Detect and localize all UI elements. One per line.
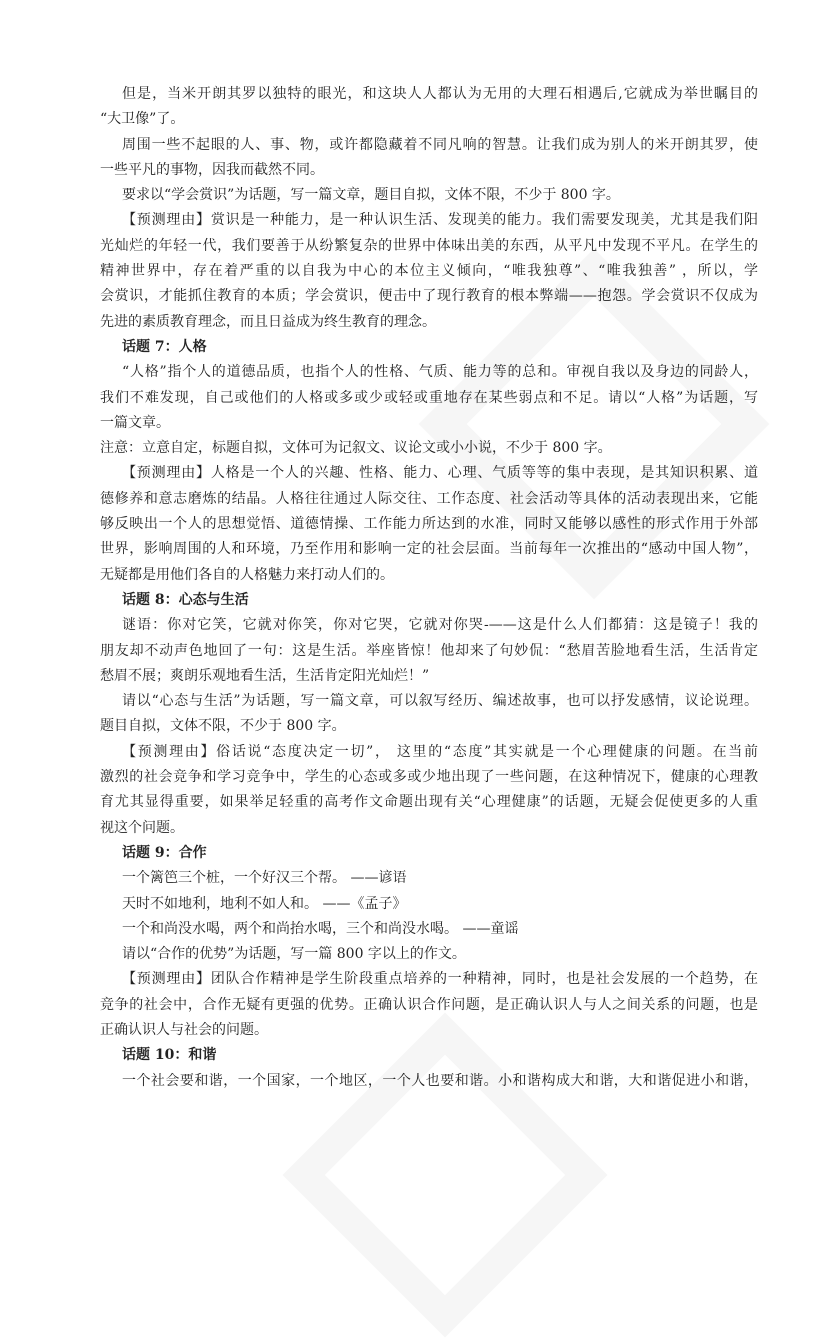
text-line: 无疑都是用他们各自的人格魅力来打动人们的。: [100, 566, 394, 583]
text-line: 【预测理由】赏识是一种能力，是一种认识生活、发现美的能力。我们需要发现美，尤其是我们阳: [122, 212, 758, 229]
text-line: 注意：立意自定，标题自拟，文体可为记叙文、议论文或小小说，不少于 800 字。: [100, 440, 612, 457]
text-line: 精神世界中，存在着严重的以自我为中心的本位主义倾向，“唯我独尊”、“唯我独善” ，所以，学: [100, 263, 758, 280]
paragraph: [100, 208, 758, 334]
text-line: 视这个问题。: [100, 819, 184, 836]
text-line: 先进的素质教育理念，而且日益成为终生教育的理念。: [100, 313, 436, 330]
paragraph: [100, 689, 758, 740]
paragraph: [100, 866, 758, 891]
text-line: 【预测理由】团队合作精神是学生阶段重点培养的一种精神，同时，也是社会发展的一个趋势，在: [122, 971, 758, 988]
paragraph: [100, 892, 758, 917]
text-line: 请以“心态与生活”为话题，写一篇文章，可以叙写经历、编述故事，也可以抒发感情，议论说理。: [122, 693, 758, 710]
heading-text: 话题 10：和谐: [122, 1047, 217, 1064]
text-line: 但是，当米开朗其罗以独特的眼光，和这块人人都认为无用的大理石相遇后,它就成为举世瞩目的: [122, 86, 758, 102]
text-line: 一篇文章。: [100, 414, 170, 431]
text-line: 我们不难发现，自己或他们的人格或多或少或轻或重地存在某些弱点和不足。请以“人格”为话题，写: [100, 389, 758, 406]
paragraph: [100, 613, 758, 689]
text-line: 【预测理由】俗话说“态度决定一切”， 这里的“态度”其实就是一个心理健康的问题。在当前: [122, 743, 758, 760]
paragraph: [100, 1069, 758, 1094]
paragraph: [100, 461, 758, 587]
text-line: 一个社会要和谐，一个国家，一个地区，一个人也要和谐。小和谐构成大和谐，大和谐促进小和谐，: [122, 1072, 758, 1089]
text-line: 正确认识人与社会的问题。: [100, 1021, 268, 1038]
text-line: 题目自拟，文体不限，不少于 800 字。: [100, 718, 346, 735]
text-line: 天时不如地利，地利不如人和。 ——《孟子》: [122, 895, 407, 912]
heading-text: 话题 7：人格: [122, 338, 207, 355]
text-line: 激烈的社会竞争和学习竞争中，学生的心态或多或少地出现了一些问题，在这种情况下，健康的心理教: [100, 769, 758, 786]
paragraph: [100, 183, 758, 208]
text-line: 谜语：你对它笑，它就对你笑，你对它哭，它就对你哭-——这是什么人们都猜：这是镜子！我的: [122, 617, 758, 634]
text-line: 朋友却不动声色地回了一句：这是生活。举座皆惊！他却来了句妙侃：“愁眉苦脸地看生活，生活肯定: [100, 642, 758, 659]
text-line: 要求以“学会赏识”为话题，写一篇文章，题目自拟，文体不限，不少于 800 字。: [122, 187, 620, 204]
text-line: 育尤其显得重要，如果举足轻重的高考作文命题出现有关“心理健康”的话题，无疑会促使更多的人重: [100, 794, 758, 811]
text-line: 会赏识，才能抓住教育的本质；学会赏识，便击中了现行教育的根本弊端——抱怨。学会赏识不仅成为: [100, 288, 758, 305]
text-line: “大卫像”了。: [100, 111, 185, 128]
text-line: 光灿烂的年轻一代，我们要善于从纷繁复杂的世界中体味出美的东西，从平凡中发现不平凡。在学生的: [100, 237, 758, 254]
heading-text: 话题 8：心态与生活: [122, 591, 249, 608]
text-line: 一些平凡的事物，因我而截然不同。: [100, 161, 324, 178]
paragraph: [100, 967, 758, 1043]
document-page: [100, 82, 758, 1094]
text-line: 够反映出一个人的思想觉悟、道德情操、工作能力所达到的水准，同时又能够以感性的形式作用于外部: [100, 516, 758, 533]
text-line: 愁眉不展；爽朗乐观地看生活，生活肯定阳光灿烂！”: [100, 667, 430, 684]
text-line: 一个和尚没水喝，两个和尚抬水喝，三个和尚没水喝。 ——童谣: [122, 920, 519, 937]
heading-text: 话题 9：合作: [122, 844, 207, 861]
text-line: 【预测理由】人格是一个人的兴趣、性格、能力、心理、气质等等的集中表现，是其知识积累、道: [122, 465, 758, 482]
section-heading: [100, 335, 758, 360]
paragraph: [100, 942, 758, 967]
paragraph: [100, 436, 758, 461]
text-line: 请以“合作的优势”为话题，写一篇 800 字以上的作文。: [122, 946, 466, 963]
text-line: 竞争的社会中，合作无疑有更强的优势。正确认识合作问题，是正确认识人与人之间关系的问题，也是: [100, 996, 758, 1013]
section-heading: [100, 588, 758, 613]
paragraph: [100, 917, 758, 942]
paragraph: [100, 82, 758, 133]
section-heading: [100, 1043, 758, 1068]
text-line: 德修养和意志磨炼的结晶。人格往往通过人际交往、工作态度、社会活动等具体的活动表现出来，它能: [100, 490, 758, 507]
text-line: 世界，影响周围的人和环境，乃至作用和影响一定的社会层面。当前每年一次推出的“感动中国人物”，: [100, 541, 758, 558]
section-heading: [100, 841, 758, 866]
paragraph: [100, 360, 758, 436]
text-line: 周围一些不起眼的人、事、物，或许都隐藏着不同凡响的智慧。让我们成为别人的米开朗其罗，使: [122, 136, 758, 153]
paragraph: [100, 740, 758, 841]
paragraph: [100, 133, 758, 184]
text-line: “人格”指个人的道德品质，也指个人的性格、气质、能力等的总和。审视自我以及身边的同龄人，: [122, 364, 758, 381]
text-line: 一个篱笆三个桩，一个好汉三个帮。 ——谚语: [122, 870, 407, 887]
